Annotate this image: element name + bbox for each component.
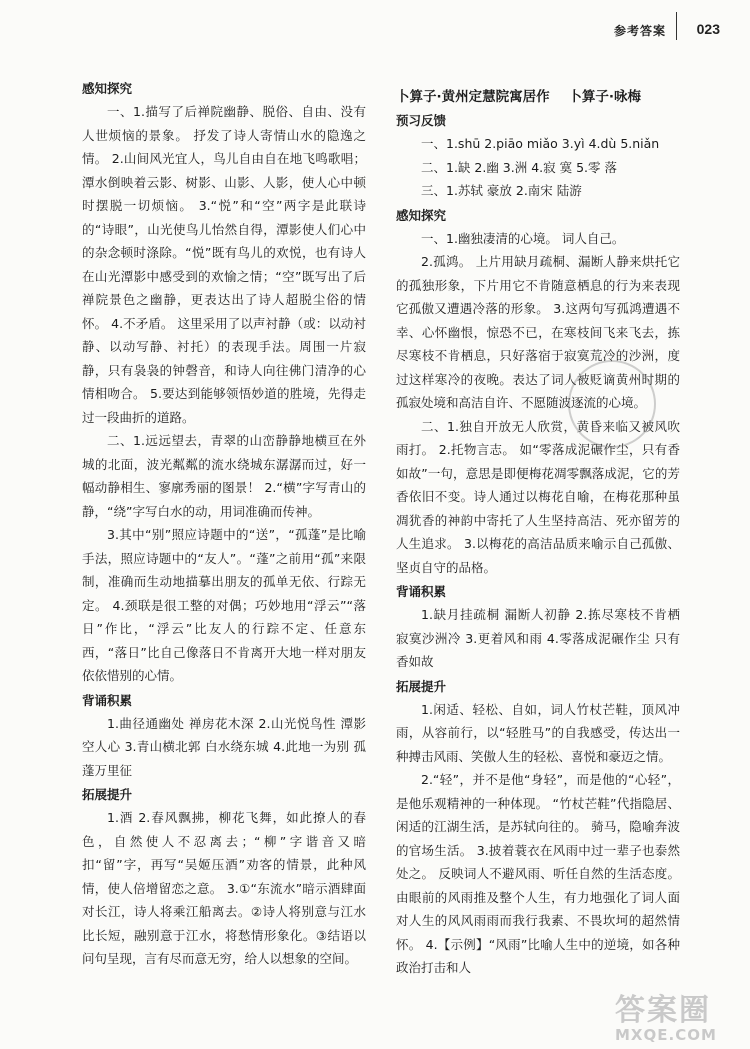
answer-paragraph: 2.“轻”，并不是他“身轻”，而是他的“心轻”，是他乐观精神的一种体现。 “竹杖芒鞋”代指隐居、闲适的江湖生活，是苏轼向往的。 骑马，隐喻奔波的官场生活。 3.披着蓑衣在风雨中过一辈子也泰然处之。 反映词人不避风雨、听任自然的生活态度。由眼前的风雨推及整个人生，有力地强化了词人面对人生的风风雨雨而我行我素、不畏坎坷的超然情怀。 4.【示例】“风雨”比喻人生中的逆境，如各种政治打击和人 — [396, 772, 680, 975]
watermark-main: 答案圈 — [615, 993, 711, 1028]
section-heading: 背诵积累 — [396, 584, 447, 599]
answer-paragraph: 1.曲径通幽处 禅房花木深 2.山光悦鸟性 潭影空人心 3.青山横北郭 白水绕东城 4.此地一为别 孤蓬万里征 — [82, 715, 366, 778]
watermark-logo — [615, 995, 735, 1045]
section-heading: 拓展提升 — [82, 787, 133, 802]
left-column — [82, 76, 366, 971]
poem-title: 卜算子·黄州定慧院寓居作 卜算子·咏梅 — [396, 89, 641, 105]
answer-paragraph: 三、1.苏轼 豪放 2.南宋 陆游 — [421, 183, 582, 198]
answer-paragraph: 1.闲适、轻松、自如，词人竹杖芒鞋，顶风冲雨，从容前行，以“轻胜马”的自我感受，传达出一种搏击风雨、笑傲人生的轻松、喜悦和豪迈之情。 — [396, 701, 680, 764]
watermark-sub: MXQE.COM — [615, 1026, 717, 1044]
answer-paragraph: 1.缺月挂疏桐 漏断人初静 2.拣尽寒枝不肯栖 寂寞沙洲冷 3.更着风和雨 4.零落成泥碾作尘 只有香如故 — [396, 607, 680, 669]
header-label: 参考答案 — [613, 24, 666, 38]
answer-paragraph: 一、1.shū 2.piāo miǎo 3.yì 4.dù 5.niǎn — [421, 136, 660, 151]
answer-paragraph: 1.酒 2.春风飘拂，柳花飞舞，如此撩人的春色，自然使人不忍离去；“柳”字谐音又暗扣“留”字，再写“吴姬压酒”劝客的情景，此种风情，使人倍增留恋之意。 3.①“东流水”暗示酒肆面对长江，诗人将乘江船离去。②诗人将别意与江水比长短，融别意于江水，将愁情形象化。③结语以问句呈现，言有尽而意无穷，给人以想象的空间。 — [82, 810, 366, 966]
right-column — [396, 86, 680, 980]
page-header — [0, 0, 750, 50]
section-heading: 感知探究 — [396, 207, 447, 223]
faint-stamp-mark — [568, 360, 656, 448]
answer-paragraph: 3.其中“别”照应诗题中的“送”，“孤蓬”是比喻手法，照应诗题中的“友人”。“蓬”之前用“孤”来限制，准确而生动地描摹出朋友的孤单无依、行踪无定。 4.颈联是很工整的对偶；巧妙地用“浮云”“落日”作比，“浮云”比友人的行踪不定、任意东西，“落日”比自己像落日不肯离开大地一样对朋友依依惜别的心情。 — [82, 527, 366, 683]
answer-paragraph: 二、1.缺 2.幽 3.洲 4.寂 寞 5.零 落 — [421, 159, 617, 175]
page-number: 023 — [696, 21, 720, 37]
answer-paragraph: 2.孤鸿。 上片用缺月疏桐、漏断人静来烘托它的孤独形象，下片用它不肯随意栖息的行为来表现它孤傲又遭遇冷落的形象。 3.这两句写孤鸿遭遇不幸、心怀幽恨，惊恐不已，在寒枝间飞来飞去，拣尽寒枝不肯栖息，只好落宿于寂寞荒冷的沙洲，度过这样寒冷的夜晚。表达了词人被贬谪黄州时期的孤寂处境和高洁自许、不愿随波逐流的心境。 — [396, 254, 680, 410]
section-heading: 背诵积累 — [82, 692, 133, 708]
answer-paragraph: 一、1.描写了后禅院幽静、脱俗、自由、没有人世烦恼的景象。 抒发了诗人寄情山水的隐逸之情。 2.山间风光宜人，鸟儿自由自在地飞鸣歌唱；潭水倒映着云影、树影、山影、人影，使人心中顿时摆脱一切烦恼。 3.“悦”和“空”两字是此联诗的“诗眼”，山光使鸟儿怡然自得，潭影使人们心中的杂念顿时涤除。“悦”既有鸟儿的欢悦，也有诗人在山光潭影中感受到的欢愉之情；“空”既写出了后禅院景色之幽静，更表达出了诗人超脱尘俗的情怀。 4.不矛盾。 这里采用了以声衬静（或：以动衬静、以动写静、衬托）的表现手法。周围一片寂静，只有袅袅的钟磬音，和诗人向往佛门清净的心情相吻合。 5.要达到能够领悟妙道的胜境，先得走过一段曲折的道路。 — [82, 104, 366, 425]
answer-paragraph: 一、1.幽独凄清的心境。 词人自己。 — [421, 230, 625, 246]
section-heading: 感知探究 — [82, 81, 133, 96]
answer-paragraph: 二、1.远远望去，青翠的山峦静静地横亘在外城的北面，波光粼粼的流水绕城东潺潺而过，好一幅动静相生、寥廓秀丽的图景！ 2.“横”字写青山的静，“绕”字写白水的动，用词准确而传神。 — [82, 433, 366, 519]
section-heading: 预习反馈 — [396, 113, 447, 128]
section-heading: 拓展提升 — [396, 678, 447, 694]
header-separator — [676, 12, 678, 40]
answer-paragraph: 二、1.独自开放无人欣赏，黄昏来临又被风吹雨打。 2.托物言志。 如“零落成泥碾作尘，只有香如故”一句，意思是即便梅花凋零飘落成泥，它的芳香依旧不变。诗人通过以梅花自喻，在梅花那种虽凋犹香的神韵中寄托了人生坚持高洁、死亦留芳的人生追求。 3.以梅花的高洁品质来喻示自己孤傲、坚贞自守的品格。 — [396, 418, 680, 575]
